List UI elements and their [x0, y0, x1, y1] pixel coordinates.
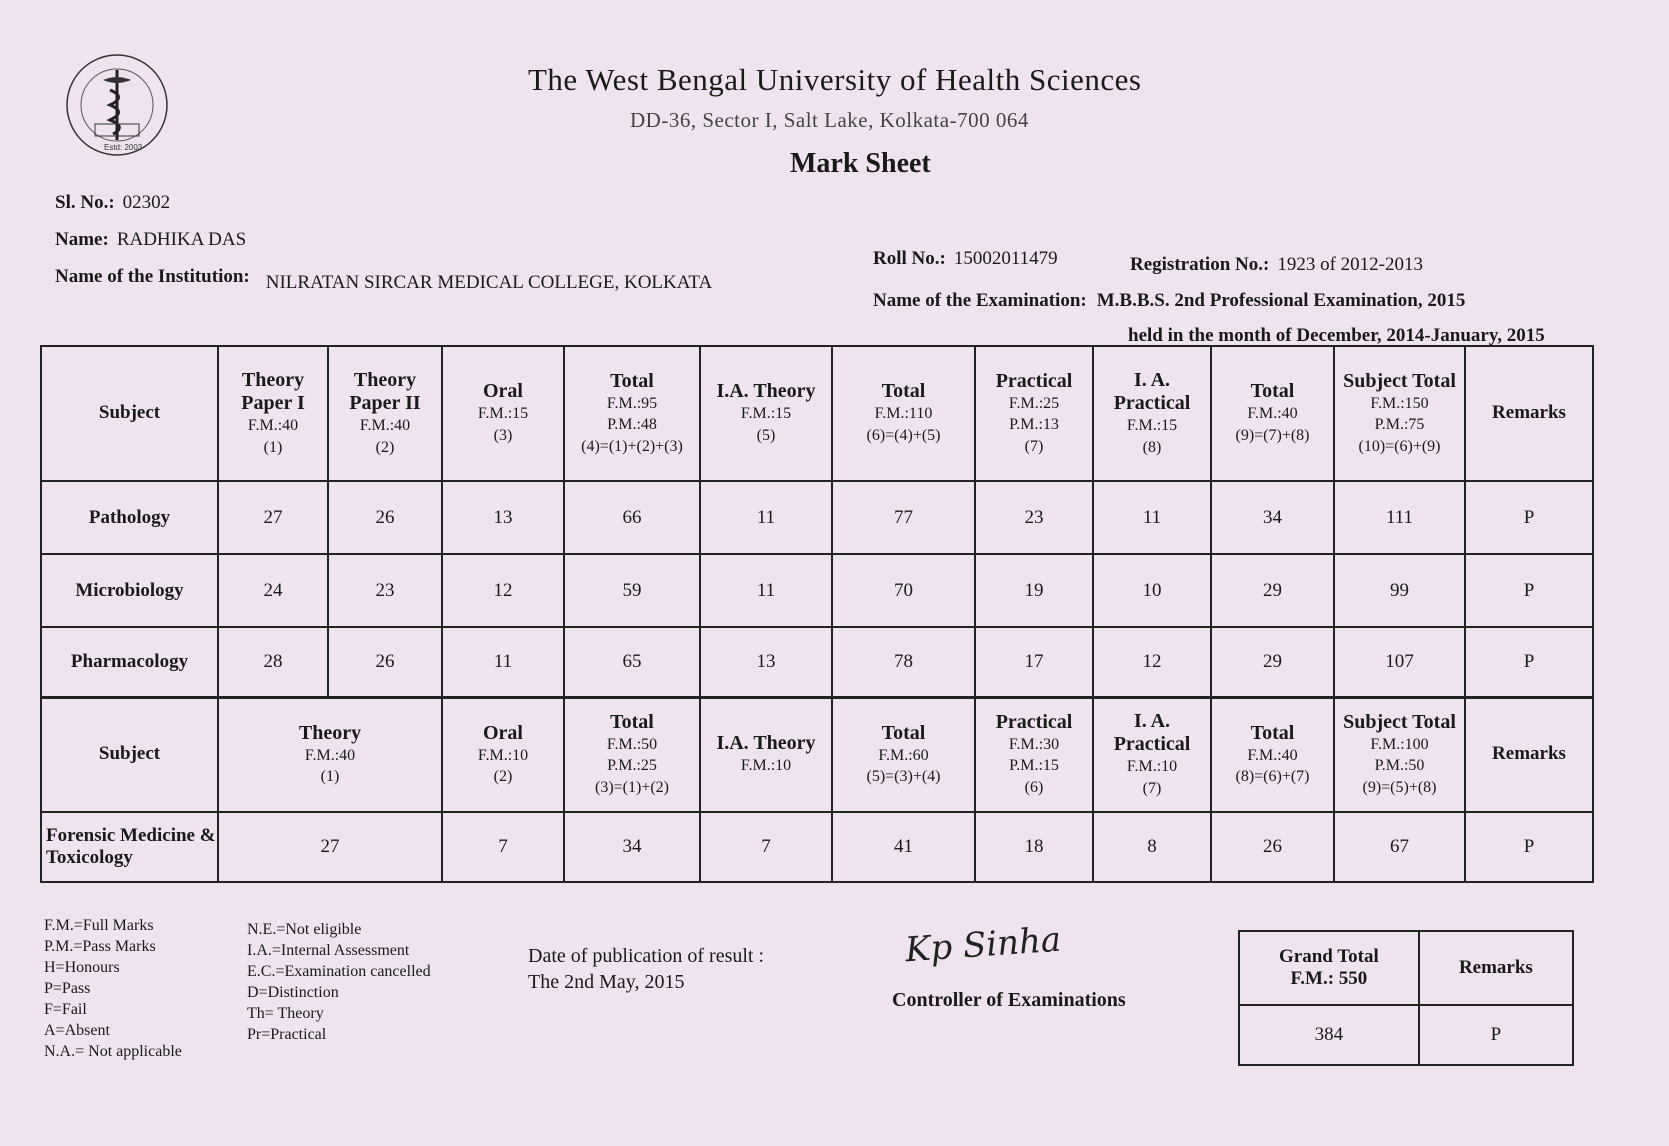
mark-cell: 28 [218, 627, 328, 697]
remarks-cell: P [1465, 554, 1593, 627]
mark-cell: 18 [975, 812, 1093, 882]
legend-item: P.M.=Pass Marks [44, 938, 156, 955]
header-subject-total: Subject Total F.M.:100 P.M.:50 (9)=(5)+(8) [1334, 697, 1465, 812]
serial-number: Sl. No.: 02302 [55, 192, 171, 213]
header-remarks: Remarks [1465, 346, 1593, 481]
mark-cell: 11 [700, 481, 832, 554]
mark-cell: 34 [1211, 481, 1334, 554]
legend-item: I.A.=Internal Assessment [247, 942, 410, 959]
mark-cell: 59 [564, 554, 700, 627]
header-total-theory-ia: Total F.M.:110 (6)=(4)+(5) [832, 346, 975, 481]
subject-cell: Forensic Medicine & Toxicology [41, 812, 218, 882]
mark-cell: 26 [328, 627, 442, 697]
publication-label: Date of publication of result : [528, 945, 765, 967]
mark-cell: 34 [564, 812, 700, 882]
university-seal-logo [55, 50, 180, 160]
header-theory: Theory F.M.:40 (1) [218, 697, 442, 812]
mark-cell: 77 [832, 481, 975, 554]
legend-item: D=Distinction [247, 984, 339, 1001]
header-ia-practical: I. A. Practical F.M.:15 (8) [1093, 346, 1211, 481]
legend-item: H=Honours [44, 959, 120, 976]
mark-cell: 11 [442, 627, 564, 697]
header-total-theory: Total F.M.:95 P.M.:48 (4)=(1)+(2)+(3) [564, 346, 700, 481]
header-oral: Oral F.M.:15 (3) [442, 346, 564, 481]
table-row [41, 812, 1593, 882]
mark-cell: 11 [700, 554, 832, 627]
mark-cell: 41 [832, 812, 975, 882]
student-name: Name: RADHIKA DAS [55, 229, 247, 250]
examination-period: held in the month of December, 2014-January, 2015 [1128, 325, 1545, 346]
university-name: The West Bengal University of Health Sciences [528, 62, 1142, 97]
header-theory-paper-2: Theory Paper II F.M.:40 (2) [328, 346, 442, 481]
mark-cell: 24 [218, 554, 328, 627]
remarks-cell: P [1465, 812, 1593, 882]
header-ia-practical: I. A. Practical F.M.:10 (7) [1093, 697, 1211, 812]
header-subject: Subject [41, 346, 218, 481]
mark-cell: 27 [218, 812, 442, 882]
header-subject: Subject [41, 697, 218, 812]
university-address: DD-36, Sector I, Salt Lake, Kolkata-700 064 [630, 108, 1029, 132]
header-total-theory-ia: Total F.M.:60 (5)=(3)+(4) [832, 697, 975, 812]
mark-cell: 23 [328, 554, 442, 627]
document-title: Mark Sheet [790, 148, 931, 179]
header-oral: Oral F.M.:10 (2) [442, 697, 564, 812]
subject-cell: Microbiology [41, 554, 218, 627]
mark-cell: 13 [700, 627, 832, 697]
mark-cell: 26 [1211, 812, 1334, 882]
mark-cell: 66 [564, 481, 700, 554]
header-ia-theory: I.A. Theory F.M.:10 [700, 697, 832, 812]
mark-cell: 27 [218, 481, 328, 554]
legend-item: N.E.=Not eligible [247, 921, 362, 938]
table-row [41, 481, 1593, 554]
mark-cell: 67 [1334, 812, 1465, 882]
legend-item: E.C.=Examination cancelled [247, 963, 431, 980]
grand-total-header: Grand Total F.M.: 550 [1239, 931, 1419, 1005]
header-practical: Practical F.M.:30 P.M.:15 (6) [975, 697, 1093, 812]
mark-cell: 12 [442, 554, 564, 627]
mark-cell: 29 [1211, 554, 1334, 627]
mark-cell: 17 [975, 627, 1093, 697]
header-practical: Practical F.M.:25 P.M.:13 (7) [975, 346, 1093, 481]
mark-cell: 13 [442, 481, 564, 554]
institution: Name of the Institution: NILRATAN SIRCAR MEDICAL COLLEGE, KOLKATA [55, 266, 713, 293]
mark-cell: 107 [1334, 627, 1465, 697]
mark-cell: 99 [1334, 554, 1465, 627]
mark-cell: 7 [442, 812, 564, 882]
grand-total-value: 384 [1239, 1005, 1419, 1065]
mark-cell: 70 [832, 554, 975, 627]
legend-item: F.M.=Full Marks [44, 917, 154, 934]
marks-table [40, 345, 1594, 883]
header-total-theory: Total F.M.:50 P.M.:25 (3)=(1)+(2) [564, 697, 700, 812]
legend-item: N.A.= Not applicable [44, 1043, 182, 1060]
remarks-cell: P [1465, 481, 1593, 554]
svg-text:Estd: 2003: Estd: 2003 [104, 143, 143, 152]
table-row [41, 554, 1593, 627]
mark-cell: 12 [1093, 627, 1211, 697]
grand-total-remarks-header: Remarks [1419, 931, 1573, 1005]
mark-cell: 26 [328, 481, 442, 554]
header-theory-paper-1: Theory Paper I F.M.:40 (1) [218, 346, 328, 481]
mark-cell: 65 [564, 627, 700, 697]
legend-item: P=Pass [44, 980, 91, 997]
mark-cell: 23 [975, 481, 1093, 554]
publication-date [528, 943, 764, 995]
controller-signature: Kp Sinha [903, 919, 1063, 971]
header-remarks: Remarks [1465, 697, 1593, 812]
examination-name: Name of the Examination: M.B.B.S. 2nd Professional Examination, 2015 [873, 290, 1466, 311]
subject-cell: Pathology [41, 481, 218, 554]
header-ia-theory: I.A. Theory F.M.:15 (5) [700, 346, 832, 481]
legend-item: A=Absent [44, 1022, 110, 1039]
table-row [41, 627, 1593, 697]
grand-total-table [1238, 930, 1574, 1066]
mark-cell: 7 [700, 812, 832, 882]
legend-abbreviations-right [247, 919, 431, 1045]
mark-cell: 11 [1093, 481, 1211, 554]
legend-abbreviations-left [44, 915, 182, 1062]
mark-cell: 111 [1334, 481, 1465, 554]
legend-item: Pr=Practical [247, 1026, 327, 1043]
mark-cell: 10 [1093, 554, 1211, 627]
roll-number: Roll No.: 15002011479 [873, 248, 1058, 269]
registration-number: Registration No.: 1923 of 2012-2013 [1130, 254, 1423, 275]
subject-cell: Pharmacology [41, 627, 218, 697]
table1-header-row [41, 346, 1593, 481]
remarks-cell: P [1465, 627, 1593, 697]
mark-cell: 19 [975, 554, 1093, 627]
mark-cell: 78 [832, 627, 975, 697]
grand-total-remarks: P [1419, 1005, 1573, 1065]
header-subject-total: Subject Total F.M.:150 P.M.:75 (10)=(6)+(9) [1334, 346, 1465, 481]
legend-item: Th= Theory [247, 1005, 324, 1022]
header-total-practical: Total F.M.:40 (8)=(6)+(7) [1211, 697, 1334, 812]
mark-cell: 29 [1211, 627, 1334, 697]
legend-item: F=Fail [44, 1001, 87, 1018]
header-total-practical: Total F.M.:40 (9)=(7)+(8) [1211, 346, 1334, 481]
publication-date-value: The 2nd May, 2015 [528, 971, 685, 993]
mark-cell: 8 [1093, 812, 1211, 882]
controller-title: Controller of Examinations [892, 989, 1126, 1011]
table2-header-row [41, 697, 1593, 812]
